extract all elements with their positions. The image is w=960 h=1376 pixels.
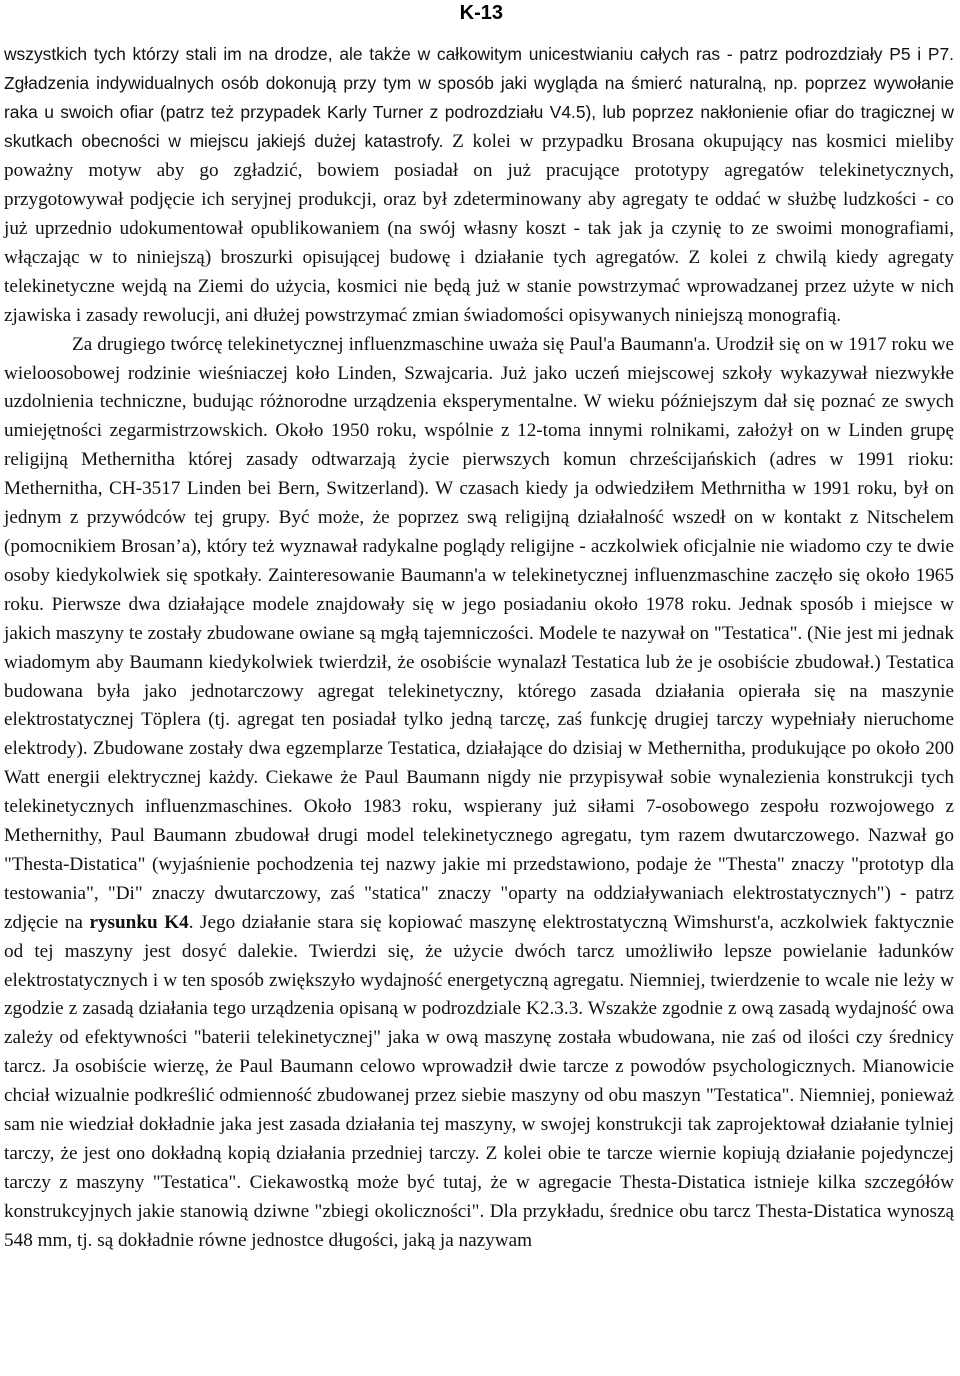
paragraph-2-text-after: . Jego działanie stara się kopiować maszynę elektrostatyczną Wimshurst'a, aczkolwiek faktycznie od tej maszyny jest dosyć dalekie. Twierdzi się, że użycie dwóch tarcz umożliwiło lepsze powielanie ładunków elektrostatycznych i w ten sposób zwiększyło wydajność energetyczną agregatu. Niemniej, twierdzenie to wcale nie leży w zgodzie z zasadą działania tego urządzenia opisaną w podrozdziale K2.3.3. Wszakże zgodnie z ową zasadą wydajność owa zależy od efektywności "baterii telekinetycznej" jaka w ową maszynę została wbudowana, nie zaś od ilości czy średnicy tarcz. Ja osobiście wierzę, że Paul Baumann celowo wprowadził dwie tarcze z powodów psychologicznych. Mianowicie chciał wizualnie podkreślić odmienność zbudowanej przez siebie maszyny od obu maszyn "Testatica". Niemniej, ponieważ sam nie wiedział dokładnie jaka jest zasada działania tej maszyny, w swojej konstrukcji tak zaprojektował działanie tylniej tarczy, że jest ono dokładną kopią działania przedniej tarczy. Z kolei obie te tarcze wiernie kopiują działanie pojedynczej tarczy z maszyny "Testatica". Ciekawostką może być tutaj, że w agregacie Thesta-Distatica istnieje kilka szczegółów konstrukcyjnych jakie stanowią dziwne "zbiegi okoliczności". Dla przykładu, średnice obu tarcz Thesta-Distatica wynoszą 548 mm, tj. są dokładnie równe jednostce długości, jaką ja nazywam — [4, 911, 955, 1251]
paragraph-2 — [4, 331, 954, 1256]
paragraph-1 — [4, 40, 954, 331]
page-header — [0, 0, 960, 30]
paragraph-2-text-before: Za drugiego twórcę telekinetycznej influenzmaschine uważa się Paul'a Baumann'a. Urodził się on w 1917 roku we wieloosobowej rodzinie wieśniaczej koło Linden, Szwajcaria. Już jako uczeń miejscowej szkoły wykazywał niezwykłe uzdolnienia techniczne, budując różnorodne urządzenia eksperymentalne. W wieku późniejszym dał się poznać ze swych umiejętności zegarmistrzowskich. Około 1950 roku, wspólnie z 12-toma innymi rolnikami, założył on w Linden grupę religijną Methernitha której zasady odtwarzają życie pierwszych komun chrześcijańskich (adres w 1991 rioku: Methernitha, CH-3517 Linden bei Bern, Switzerland). W czasach kiedy ja odwiedziłem Methrnitha w 1991 roku, był on jednym z przywódców tej grupy. Być może, że poprzez swą religijną działalność wszedł on w kontakt z Nitschelem (pomocnikiem Brosan’a), który też wyznawał radykalne poglądy religijne - aczkolwiek oficjalnie nie wiadomo czy te dwie osoby kiedykolwiek się spotkały. Zainteresowanie Baumann'a w telekinetycznej influenzmaschine zaczęło się około 1965 roku. Pierwsze dwa działające modele znajdowały się w jego posiadaniu około 1978 roku. Jednak sposób i miejsce w jakich maszyny te zostały zbudowane owiane są mgłą tajemniczości. Modele te nazywał on "Testatica". (Nie jest mi jednak wiadomym aby Baumann kiedykolwiek twierdził, że osobiście wynalazł Testatica lub że je osobiście zbudował.) Testatica budowana była jako jednotarczowy agregat telekinetyczny, którego zasada działania opierała się na maszynie elektrostatycznej Töplera (tj. agregat ten posiadał tylko jedną tarczę, zaś funkcję drugiej tarczy wypełniały nieruchome elektrody). Zbudowane zostały dwa egzemplarze Testatica, działające do dzisiaj w Methernitha, produkujące po około 200 Watt energii elektrycznej każdy. Ciekawe że Paul Baumann nigdy nie przypisywał sobie wynalezienia konstrukcji tych telekinetycznych influenzmaschines. Około 1983 roku, wspierany już siłami 7-osobowego zespołu rozwojowego z Methernithy, Paul Baumann zbudował drugi model telekinetycznego agregatu, tym razem dwutarczowego. Nazwał go "Thesta-Distatica" (wyjaśnienie pochodzenia tej nazwy jakie mi przedstawiono, podaje że "Thesta" znaczy "prototyp dla testowania", "Di" znaczy dwutarczowy, zaś "statica" znaczy "oparty na oddziaływaniach elektrostatycznych") - patrz zdjęcie na — [4, 333, 954, 933]
document-body — [4, 40, 954, 1256]
page-number: K-13 — [459, 2, 503, 24]
figure-reference: rysunku K4 — [89, 911, 189, 933]
paragraph-1-serif-text: Z kolei w przypadku Brosana okupujący nas kosmici mieliby poważny motyw aby go zgładzić, bowiem posiadał on już pracujące prototypy agregatów telekinetycznych, przygotowywał podjęcie ich seryjnej produkcji, oraz był zdeterminowany aby agregaty te oddać w służbę ludzkości - co już uprzednio udokumentował opublikowaniem (na swój własny koszt - tak jak ja czynię to ze swoimi monografiami, włączając w to niniejszą) broszurki opisującej budowę i działanie tych agregatów. Z kolei z chwilą kiedy agregaty telekinetyczne wejdą na Ziemi do użycia, kosmici nie będą już w stanie powstrzymać wprowadzanej przez użyte w nich zjawiska i zasady rewolucji, ani dłużej powstrzymać zmian świadomości opisywanych niniejszą monografią. — [4, 131, 955, 326]
paragraph-1-sans-text: wszystkich tych którzy stali im na drodze, ale także w całkowitym unicestwianiu całych ras - patrz podrozdziały P5 i P7. Zgładzenia indywidualnych osób dokonują przy tym w sposób jaki wygląda na śmierć naturalną, np. poprzez wywołanie raka u swoich ofiar (patrz też przypadek Karly Turner z podrozdziału V4.5), lub poprzez nakłonienie ofiar do tragicznej w skutkach obecności w miejscu jakiejś dużej katastrofy. — [4, 44, 954, 152]
